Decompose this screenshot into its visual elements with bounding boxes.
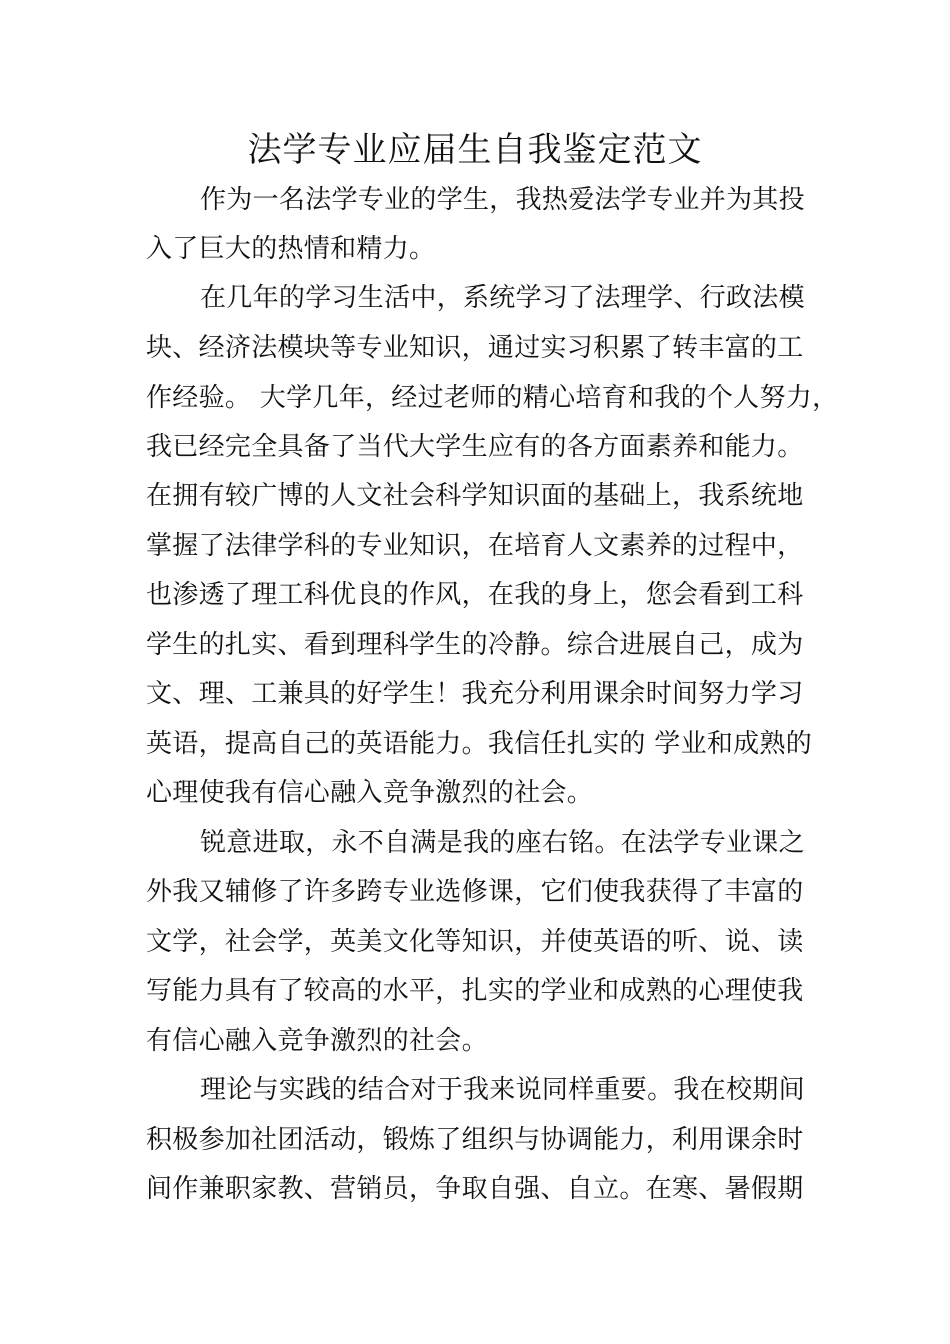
paragraph-4-line-3: 间作兼职家教、营销员，争取自强、自立。在寒、暑假期: [146, 1174, 804, 1204]
paragraph-1-line-1: 作为一名法学专业的学生，我热爱法学专业并为其投: [200, 185, 805, 215]
paragraph-2-line-8: 学生的扎实、看到理科学生的冷静。综合进展自己，成为: [146, 630, 804, 660]
paragraph-2-line-9: 文、理、工兼具的好学生！我充分利用课余时间努力学习: [146, 679, 804, 709]
paragraph-3-line-1: 锐意进取，永不自满是我的座右铭。在法学专业课之: [200, 828, 805, 858]
paragraph-3-line-2: 外我又辅修了许多跨专业选修课，它们使我获得了丰富的: [146, 877, 804, 907]
paragraph-2-line-10: 英语，提高自己的英语能力。我信任扎实的 学业和成熟的: [146, 729, 813, 759]
paragraph-2-line-3: 作经验。 大学几年，经过老师的精心培育和我的个人努力，: [146, 383, 839, 413]
paragraph-3-line-4: 写能力具有了较高的水平，扎实的学业和成熟的心理使我: [146, 976, 804, 1006]
paragraph-4-line-1: 理论与实践的结合对于我来说同样重要。我在校期间: [200, 1075, 805, 1105]
document-title: 法学专业应届生自我鉴定范文: [247, 130, 703, 170]
paragraph-3-line-5: 有信心融入竞争激烈的社会。: [146, 1026, 488, 1056]
paragraph-2-line-4: 我已经完全具备了当代大学生应有的各方面素养和能力。: [146, 432, 804, 462]
paragraph-1-line-2: 入了巨大的热情和精力。: [146, 234, 436, 264]
paragraph-2-line-2: 块、经济法模块等专业知识，通过实习积累了转丰富的工: [146, 333, 804, 363]
paragraph-3-line-3: 文学，社会学，英美文化等知识，并使英语的听、说、读: [146, 927, 804, 957]
paragraph-2-line-1: 在几年的学习生活中，系统学习了法理学、行政法模: [200, 283, 805, 313]
paragraph-2-line-6: 掌握了法律学科的专业知识，在培育人文素养的过程中，: [146, 531, 804, 561]
paragraph-2-line-7: 也渗透了理工科优良的作风，在我的身上，您会看到工科: [146, 580, 804, 610]
paragraph-4-line-2: 积极参加社团活动，锻炼了组织与协调能力，利用课余时: [146, 1125, 804, 1155]
paragraph-2-line-5: 在拥有较广博的人文社会科学知识面的基础上，我系统地: [146, 481, 804, 511]
paragraph-2-line-11: 心理使我有信心融入竞争激烈的社会。: [146, 778, 594, 808]
